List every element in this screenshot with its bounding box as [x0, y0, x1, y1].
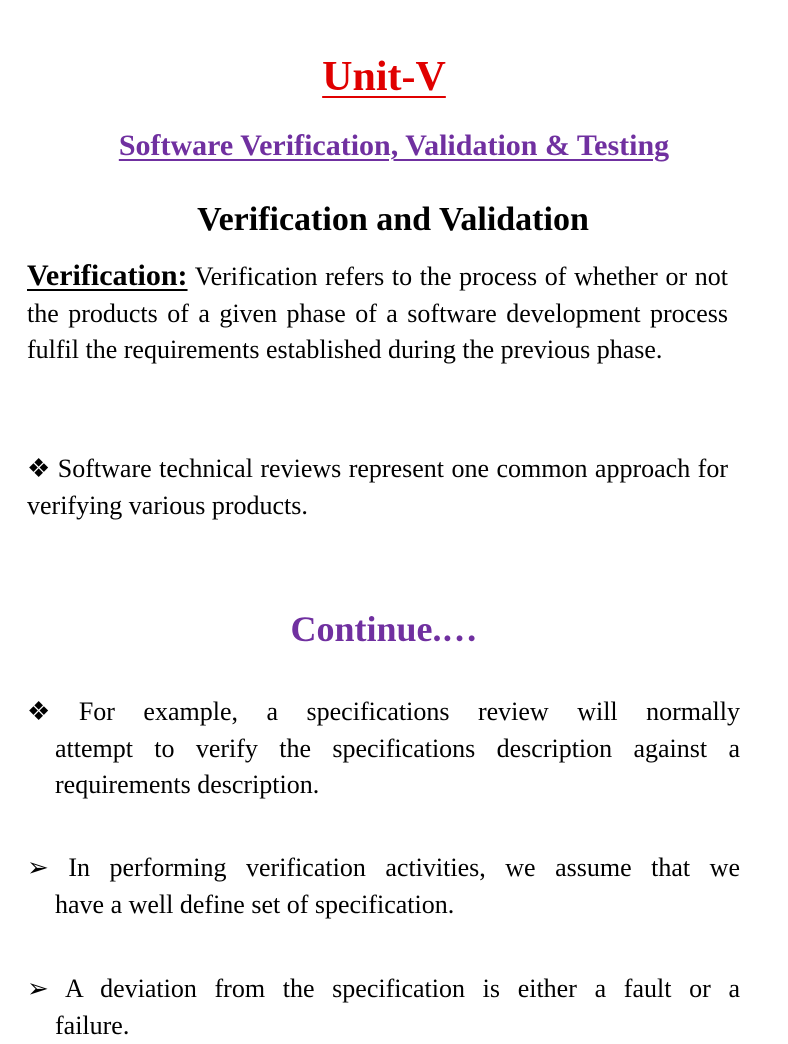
arrow-bullet-icon: ➢ [27, 850, 49, 887]
unit-title: Unit-V [0, 52, 768, 102]
diamond-bullet-icon: ❖ [27, 451, 50, 488]
bullet-continuation: have a well define set of specification. [27, 887, 740, 924]
bullet-first-line: In performing verification activities, we assume that we [68, 853, 740, 882]
verification-term: Verification: [27, 259, 188, 292]
section-heading: Verification and Validation [0, 200, 786, 240]
slide-subtitle: Software Verification, Validation & Testing [0, 128, 788, 164]
bullet-item [27, 971, 740, 1044]
reviews-point-text: Software technical reviews represent one common approach for verifying various products. [27, 454, 728, 520]
arrow-bullet-icon: ➢ [27, 971, 49, 1008]
verification-paragraph [27, 258, 728, 369]
bullet-first-line: A deviation from the specification is either a fault or a [65, 974, 740, 1003]
diamond-bullet-icon: ❖ [27, 694, 50, 731]
bullet-first-line: For example, a specifications review will normally [79, 697, 740, 726]
bullet-continuation: attempt to verify the specifications description against a requirements description. [27, 731, 740, 804]
reviews-point [27, 451, 728, 524]
continue-heading: Continue.… [0, 607, 768, 651]
bullet-item [27, 850, 740, 923]
bullet-continuation: failure. [27, 1008, 740, 1044]
bullet-item [27, 694, 740, 804]
verification-definition: Verification refers to the process of whether or not the products of a given phase of a software development process fulfil the requirements established during the previous phase. [27, 262, 728, 364]
